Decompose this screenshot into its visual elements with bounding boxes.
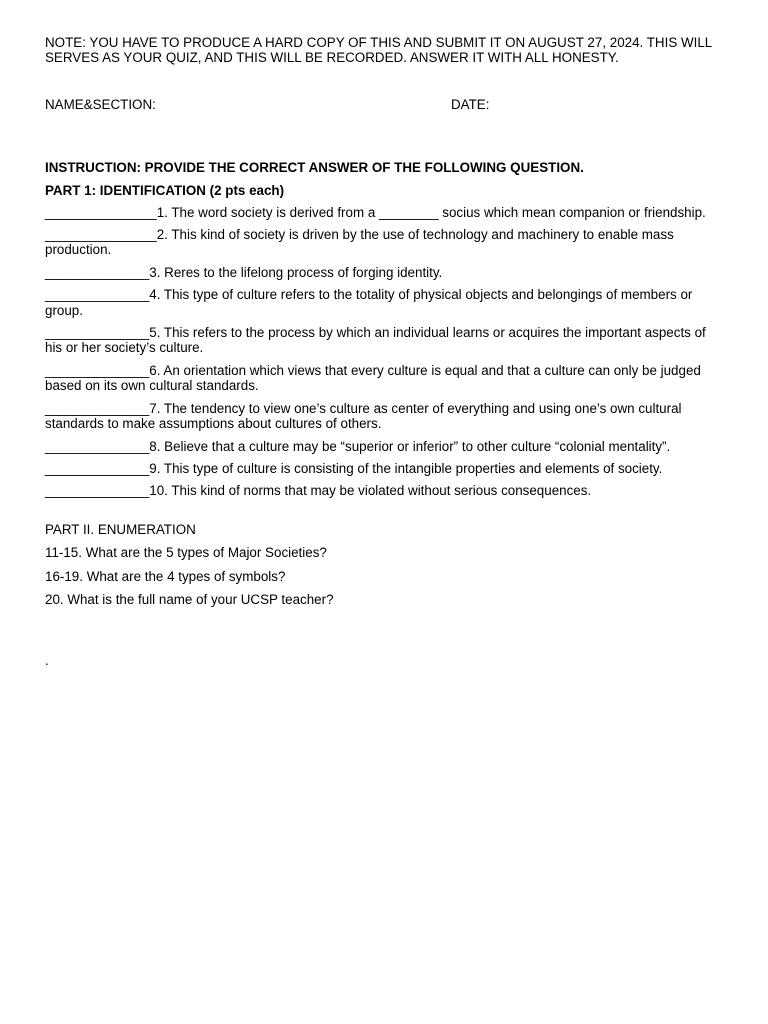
date-label: DATE: <box>451 96 490 112</box>
question-3: ______________3. Reres to the lifelong process of forging identity. <box>45 264 443 280</box>
question-8: ______________8. Believe that a culture may be “superior or inferior” to other culture “colonial mentality”. <box>45 438 671 454</box>
enumeration-list <box>45 545 725 607</box>
part2-heading: PART II. ENUMERATION <box>45 521 196 537</box>
question-6: ______________6. An orientation which views that every culture is equal and that a culture can only be judged based on its own cultural standards. <box>45 362 701 394</box>
question-4: ______________4. This type of culture refers to the totality of physical objects and belongings of members or group. <box>45 287 693 318</box>
part1-heading: PART 1: IDENTIFICATION (2 pts each) <box>45 183 285 199</box>
question-7: ______________7. The tendency to view one’s culture as center of everything and using one’s own cultural standards to make assumptions about cultures of others. <box>45 400 682 432</box>
note-paragraph: NOTE: YOU HAVE TO PRODUCE A HARD COPY OF THIS AND SUBMIT IT ON AUGUST 27, 2024. THIS WILL SERVES AS YOUR QUIZ, AND THIS WILL BE RECORDED. ANSWER IT WITH ALL HONESTY. <box>45 35 712 66</box>
identification-list <box>45 205 725 499</box>
question-10: ______________10. This kind of norms that may be violated without serious consequences. <box>45 483 592 499</box>
enumeration-item-1: 11-15. What are the 5 types of Major Societies? <box>45 545 327 561</box>
enumeration-item-3: 20. What is the full name of your UCSP teacher? <box>45 591 334 607</box>
name-date-row <box>45 97 725 113</box>
enumeration-item-2: 16-19. What are the 4 types of symbols? <box>45 568 286 584</box>
quiz-document <box>45 35 725 669</box>
question-5: ______________5. This refers to the process by which an individual learns or acquires the important aspects of his or her society’s culture. <box>45 325 706 356</box>
trailing-period: . <box>45 653 49 669</box>
question-1: _______________1. The word society is derived from a ________ socius which mean companion or friendship. <box>45 204 706 220</box>
question-2: _______________2. This kind of society is driven by the use of technology and machinery to enable mass production. <box>45 227 674 258</box>
question-9: ______________9. This type of culture is consisting of the intangible properties and elements of society. <box>45 460 663 476</box>
name-section-label: NAME&SECTION: <box>45 96 156 112</box>
instruction-heading: INSTRUCTION: PROVIDE THE CORRECT ANSWER OF THE FOLLOWING QUESTION. <box>45 159 584 175</box>
